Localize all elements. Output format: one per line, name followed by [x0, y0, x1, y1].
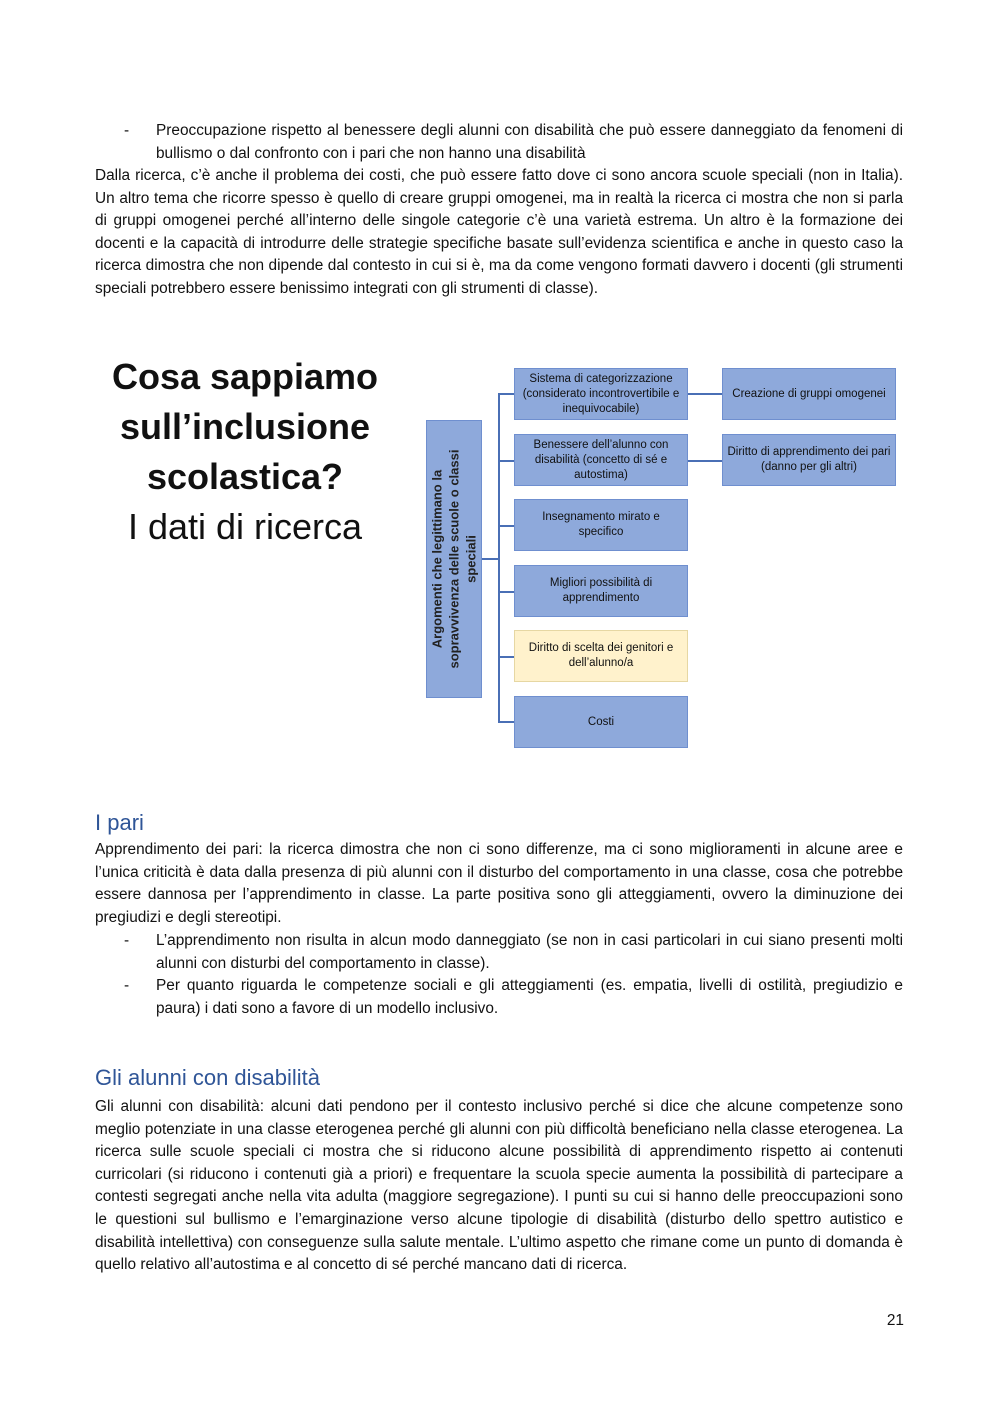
- heading-pari: I pari: [95, 810, 144, 835]
- diagram-box-teaching: Insegnamento mirato e specifico: [514, 499, 688, 551]
- connector-leaf-1: [688, 393, 722, 395]
- paragraph-pari: Apprendimento dei pari: la ricerca dimostra che non ci sono differenze, ma ci sono miglioramenti in alcune aree e l’unica criticità è data dalla presenza di più alunni con il disturbo del comportamento in una classe, cosa che potrebbe essere dannosa per l’apprendimento in classe. La parte positiva sono gli atteggiamenti, ovvero la diminuzione dei pregiudizi e degli stereotipi.: [95, 841, 903, 926]
- slide-title: [95, 352, 395, 552]
- pari-bullet-2: [95, 975, 903, 1020]
- diagram-root-box: [426, 420, 482, 698]
- diagram-box-wellbeing: Benessere dell’alunno con disabilità (concetto di sé e autostima): [514, 434, 688, 486]
- connector-leaf-2: [688, 460, 722, 462]
- bullet-text: Preoccupazione rispetto al benessere degli alunni con disabilità che può essere danneggiato da fenomeni di bullismo o dal confronto con i pari che non hanno una disabilità: [156, 122, 903, 162]
- slide-title-line-2: sull’inclusione: [119, 406, 371, 447]
- connector-root: [482, 558, 498, 560]
- diagram-root-label: Argomenti che legittimano la sopravvivenza delle scuole o classi speciali: [429, 449, 479, 669]
- paragraph-disabilita: Gli alunni con disabilità: alcuni dati pendono per il contesto inclusivo perché si dice che alcune competenze sono meglio potenziate in una classe eterogenea perché gli alunni con più difficoltà beneficiano nella classe eterogenea. La ricerca sulle scuole speciali ci mostra che si riducono alcune possibilità di apprendimento rispetto ai contenuti curricolari (si riducono i contenuti già a priori) e frequentare la scuola specie aumenta la possibilità di partecipare a contesti segregati anche nella vita adulta (maggiore segregazione). I punti su cui si hanno delle preoccupazioni sono le questioni sul bullismo e l’emarginazione verso alcune tipologie di disabilità (disturbo dello spettro autistico e disabilità intellettiva) con conseguenze sulla salute mentale. L’ultimo aspetto che rimane come un punto di domanda è quello relativo all’autostima e al concetto di sé perché mancano dati di ricerca.: [95, 1098, 903, 1274]
- diagram-box-categorization: Sistema di categorizzazione (considerato incontrovertibile e inequivocabile): [514, 368, 688, 420]
- bullet-dash: -: [124, 122, 130, 139]
- connector-branch-2: [498, 460, 514, 462]
- diagram-box-learning: Migliori possibilità di apprendimento: [514, 565, 688, 617]
- heading-disabilita: Gli alunni con disabilità: [95, 1065, 321, 1090]
- connector-branch-1: [498, 393, 514, 395]
- connector-branch-5: [498, 656, 514, 658]
- special-schools-diagram: [426, 360, 906, 760]
- bullet-dash: -: [124, 932, 130, 949]
- connector-branch-6: [498, 721, 514, 723]
- diagram-box-choice: Diritto di scelta dei genitori e dell’alunno/a: [514, 630, 688, 682]
- slide-title-line-1: Cosa sappiamo: [111, 356, 379, 397]
- pari-bullet-1: [95, 930, 903, 975]
- slide-title-line-3: scolastica?: [146, 456, 344, 497]
- connector-trunk: [498, 393, 500, 723]
- diagram-box-costs: Costi: [514, 696, 688, 748]
- slide-subtitle: I dati di ricerca: [127, 506, 363, 547]
- connector-branch-4: [498, 591, 514, 593]
- bullet-text: Per quanto riguarda le competenze sociali e gli atteggiamenti (es. empatia, livelli di ostilità, pregiudizio e paura) i dati sono a favore di un modello inclusivo.: [156, 977, 903, 1017]
- connector-branch-3: [498, 525, 514, 527]
- top-bullet-item: [95, 120, 903, 165]
- bullet-dash: -: [124, 977, 130, 994]
- diagram-box-peers-right: Diritto di apprendimento dei pari (danno per gli altri): [722, 434, 896, 486]
- bullet-text: L’apprendimento non risulta in alcun modo danneggiato (se non in casi particolari in cui siano presenti molti alunni con disturbi del comportamento in classe).: [156, 932, 903, 972]
- page-number: 21: [886, 1312, 904, 1329]
- paragraph-costs: Dalla ricerca, c’è anche il problema dei costi, che può essere fatto dove ci sono ancora scuole speciali (non in Italia). Un altro tema che ricorre spesso è quello di creare gruppi omogenei, ma in realtà la ricerca ci mostra che non si parla di gruppi omogenei perché all’interno delle singole categorie c’è una varietà estrema. Un altro è la formazione dei docenti e la capacità di introdurre delle strategie specifiche basate sull’evidenza scientifica e anche in questo caso la ricerca dimostra che non dipende dal contesto in cui si è, ma da come vengono formati davvero i docenti (gli strumenti speciali potrebbero essere benissimo integrati con gli strumenti di classe).: [95, 167, 903, 297]
- diagram-box-homogeneous-groups: Creazione di gruppi omogenei: [722, 368, 896, 420]
